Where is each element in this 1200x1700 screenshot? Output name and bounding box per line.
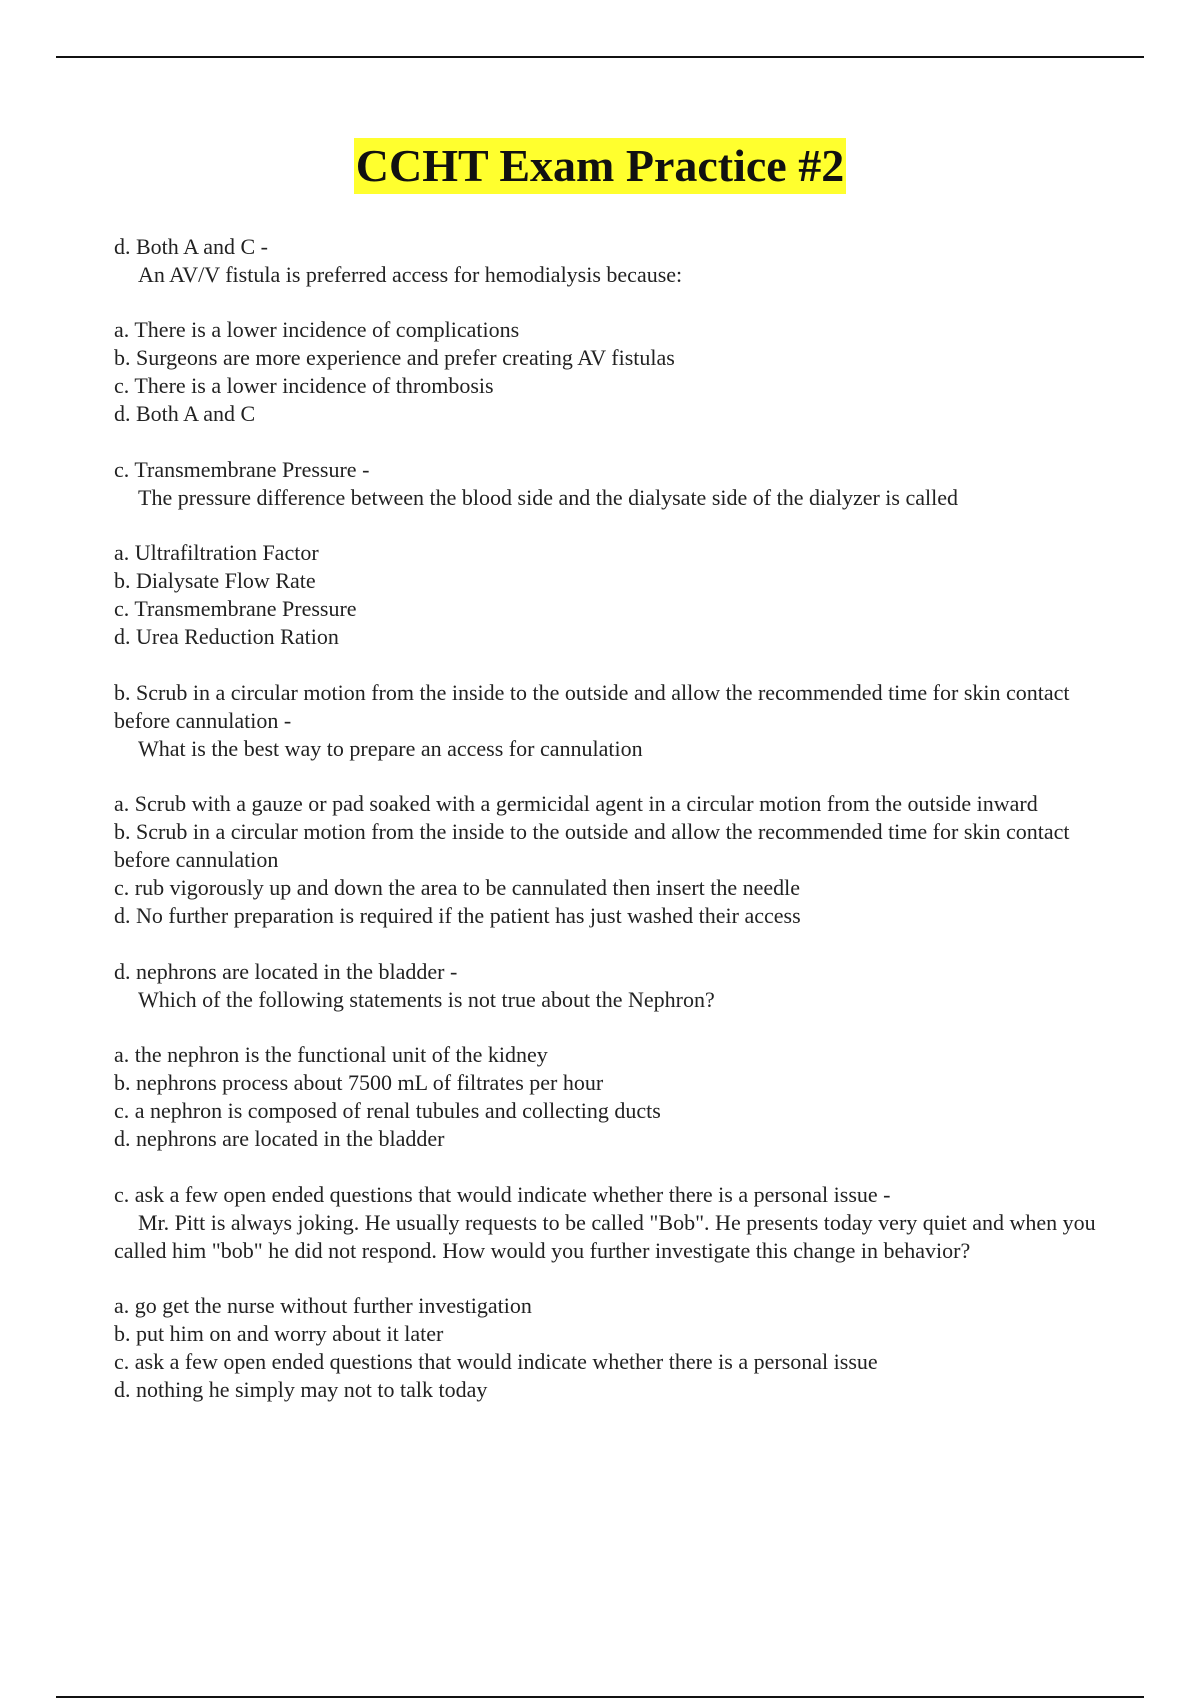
- option-item: b. Scrub in a circular motion from the inside to the outside and allow the recommended time for skin contact before cannulation: [114, 819, 1070, 872]
- document-body: [114, 233, 1114, 1432]
- options-list: [114, 1041, 1114, 1153]
- question-text: Which of the following statements is not true about the Nephron?: [138, 987, 715, 1012]
- option-item: b. Surgeons are more experience and prefer creating AV fistulas: [114, 345, 675, 370]
- footer-rule: [56, 1696, 1144, 1698]
- answer-line: d. nephrons are located in the bladder -: [114, 959, 458, 984]
- question-text: What is the best way to prepare an access for cannulation: [138, 736, 643, 761]
- question-block-3: [114, 679, 1114, 930]
- option-item: b. put him on and worry about it later: [114, 1321, 444, 1346]
- answer-line: d. Both A and C -: [114, 234, 269, 259]
- option-item: d. Both A and C: [114, 401, 256, 426]
- option-item: a. Scrub with a gauze or pad soaked with a germicidal agent in a circular motion from the outside inward: [114, 791, 1038, 816]
- options-list: [114, 316, 1114, 428]
- option-item: d. Urea Reduction Ration: [114, 624, 339, 649]
- option-item: a. Ultrafiltration Factor: [114, 540, 319, 565]
- option-item: a. the nephron is the functional unit of the kidney: [114, 1042, 548, 1067]
- answer-line: c. ask a few open ended questions that would indicate whether there is a personal issue -: [114, 1182, 891, 1207]
- title-wrap: [0, 138, 1200, 194]
- question-block-1: [114, 233, 1114, 428]
- question-text: An AV/V fistula is preferred access for hemodialysis because:: [138, 262, 683, 287]
- option-item: c. ask a few open ended questions that would indicate whether there is a personal issue: [114, 1349, 878, 1374]
- answer-line: c. Transmembrane Pressure -: [114, 457, 370, 482]
- options-list: [114, 790, 1114, 930]
- option-item: c. rub vigorously up and down the area to be cannulated then insert the needle: [114, 875, 801, 900]
- question-block-5: [114, 1181, 1114, 1404]
- option-item: c. Transmembrane Pressure: [114, 596, 357, 621]
- answer-line: b. Scrub in a circular motion from the inside to the outside and allow the recommended time for skin contact before cannulation -: [114, 680, 1070, 733]
- option-item: d. No further preparation is required if the patient has just washed their access: [114, 903, 801, 928]
- options-list: [114, 1292, 1114, 1404]
- option-item: b. nephrons process about 7500 mL of filtrates per hour: [114, 1070, 604, 1095]
- question-text: The pressure difference between the blood side and the dialysate side of the dialyzer is called: [138, 485, 958, 510]
- header-rule: [56, 56, 1144, 58]
- option-item: c. There is a lower incidence of thrombosis: [114, 373, 494, 398]
- option-item: c. a nephron is composed of renal tubules and collecting ducts: [114, 1098, 661, 1123]
- option-item: b. Dialysate Flow Rate: [114, 568, 316, 593]
- option-item: a. There is a lower incidence of complications: [114, 317, 520, 342]
- question-block-2: [114, 456, 1114, 651]
- page-title: CCHT Exam Practice #2: [354, 138, 846, 194]
- options-list: [114, 539, 1114, 651]
- option-item: a. go get the nurse without further investigation: [114, 1293, 532, 1318]
- question-block-4: [114, 958, 1114, 1153]
- option-item: d. nephrons are located in the bladder: [114, 1126, 445, 1151]
- question-text: Mr. Pitt is always joking. He usually requests to be called "Bob". He presents today very quiet and when you called him "bob" he did not respond. How would you further investigate this change in behavior?: [114, 1210, 1096, 1263]
- option-item: d. nothing he simply may not to talk today: [114, 1377, 488, 1402]
